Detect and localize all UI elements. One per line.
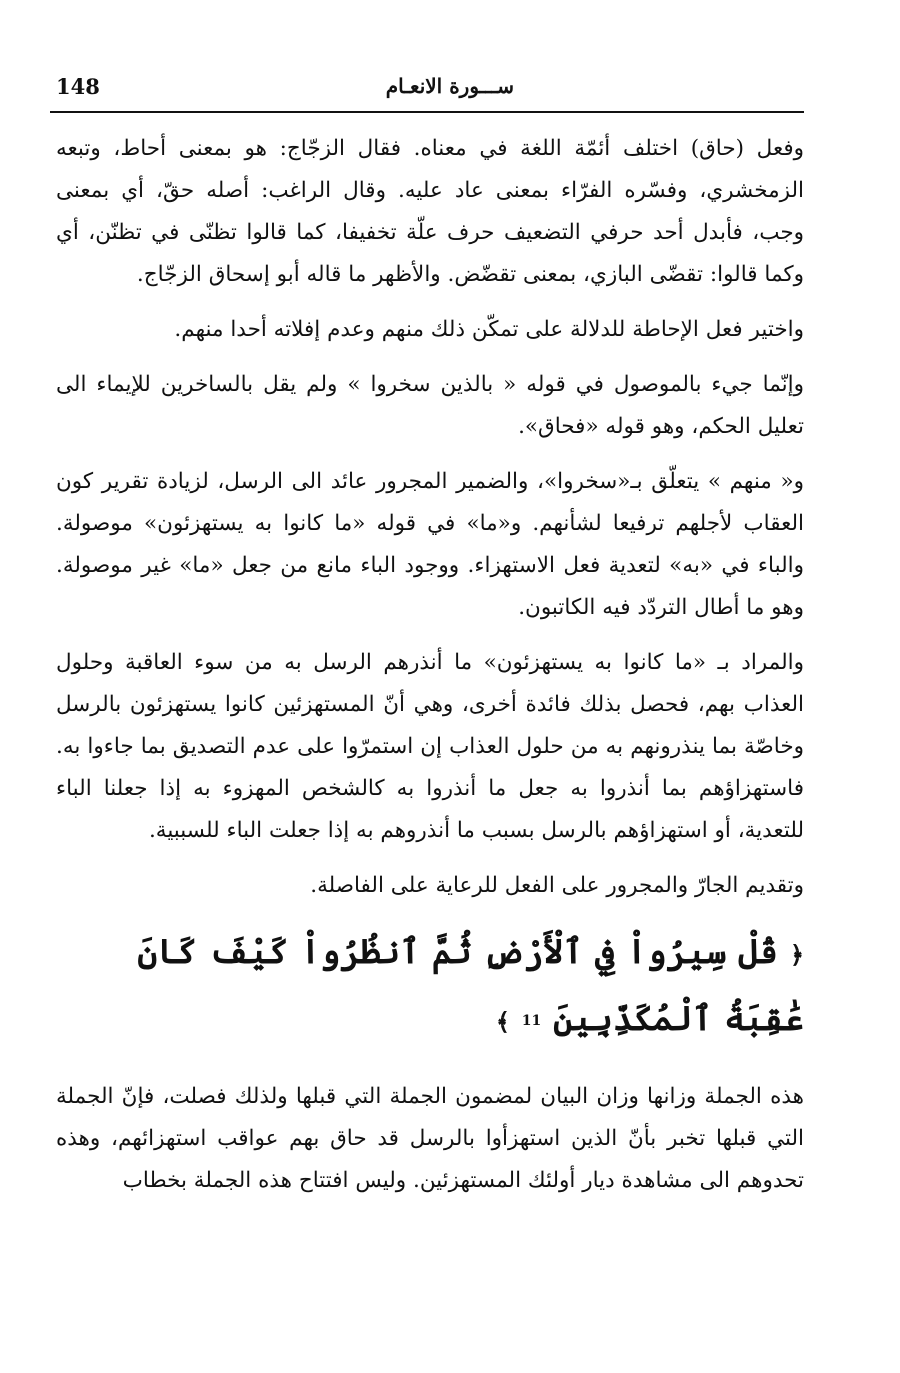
surah-title: ســـورة الانعـام [385,74,514,98]
page-number: 148 [56,74,100,99]
paragraph-closing: هذه الجملة وزانها وزان البيان لمضمون الجملة التي قبلها ولذلك فصلت، فإنّ الجملة التي قبلها تخبر بأنّ الذين استهزأوا بالرسل قد حاق بهم عواقب استهزائهم، وهذه تحدوهم الى مشاهدة ديار أولئك المستهزئين. وليس افتتاح هذه الجملة بخطاب [56,1084,804,1193]
verse-close-bracket: ﴾ [495,1007,510,1036]
verse-text: قُلْ سِيرُواْ فِي ٱلْأَرْضِ ثُمَّ ٱنظُرُواْ كَيْفَ كَانَ عَٰقِبَةُ ٱلْمُكَذِّبِينَ [137,932,804,1039]
paragraph-taqdim: وتقديم الجارّ والمجرور على الفعل للرعاية على الفاصلة. [310,873,804,898]
paragraph-mawsul: وإنّما جيء بالموصول في قوله « بالذين سخروا » ولم يقل بالساخرين للإيماء الى تعليل الحكم، وهو قوله «فحاق». [56,372,804,439]
paragraph-haq-meaning: وفعل (حاق) اختلف أئمّة اللغة في معناه. فقال الزجّاج: هو بمعنى أحاط، وتبعه الزمخشري، وفسّره الفرّاء بمعنى عاد عليه. وقال الراغب: أصله حقّ، أي بمعنى وجب، فأبدل أحد حرفي التضعيف حرف علّة تخفيفا، كما قالوا تظنّى في تظنّن، أي وكما قالوا: تقضّى البازي، بمعنى تقضّض. والأظهر ما قاله أبو إسحاق الزجّاج. [56,136,804,287]
verse-number: 11 [521,1013,542,1029]
page-header [56,72,804,112]
paragraph-minhum: و« منهم » يتعلّق بـ«سخروا»، والضمير المجرور عائد الى الرسل، لزيادة تقرير كون العقاب لأجلهم ترفيعا لشأنهم. و«ما» في قوله «ما كانوا به يستهزئون» موصولة. والباء في «به» لتعدية فعل الاستهزاء. ووجود الباء مانع من جعل «ما» غير موصولة. وهو ما أطال التردّد فيه الكاتبون. [56,469,804,620]
quran-verse [56,920,804,1054]
header-divider [50,111,804,113]
paragraph-ihata: واختير فعل الإحاطة للدلالة على تمكّن ذلك منهم وعدم إفلاته أحدا منهم. [174,317,804,342]
page-body [56,128,804,1215]
verse-open-bracket: ﴿ [789,940,804,969]
paragraph-murad: والمراد بـ «ما كانوا به يستهزئون» ما أنذرهم الرسل به من سوء العاقبة وحلول العذاب بهم، فحصل بذلك فائدة أخرى، وهي أنّ المستهزئين كانوا يستهزئون بالرسل وخاصّة بما ينذرونهم به من حلول العذاب إن استمرّوا على عدم التصديق بما جاءوا به. فاستهزاؤهم بما أنذروا به جعل ما أنذروا به كالشخص المهزوء به إذا جعلنا الباء للتعدية، أو استهزاؤهم بالرسل بسبب ما أنذروهم به إذا جعلت الباء للسببية. [56,650,804,843]
